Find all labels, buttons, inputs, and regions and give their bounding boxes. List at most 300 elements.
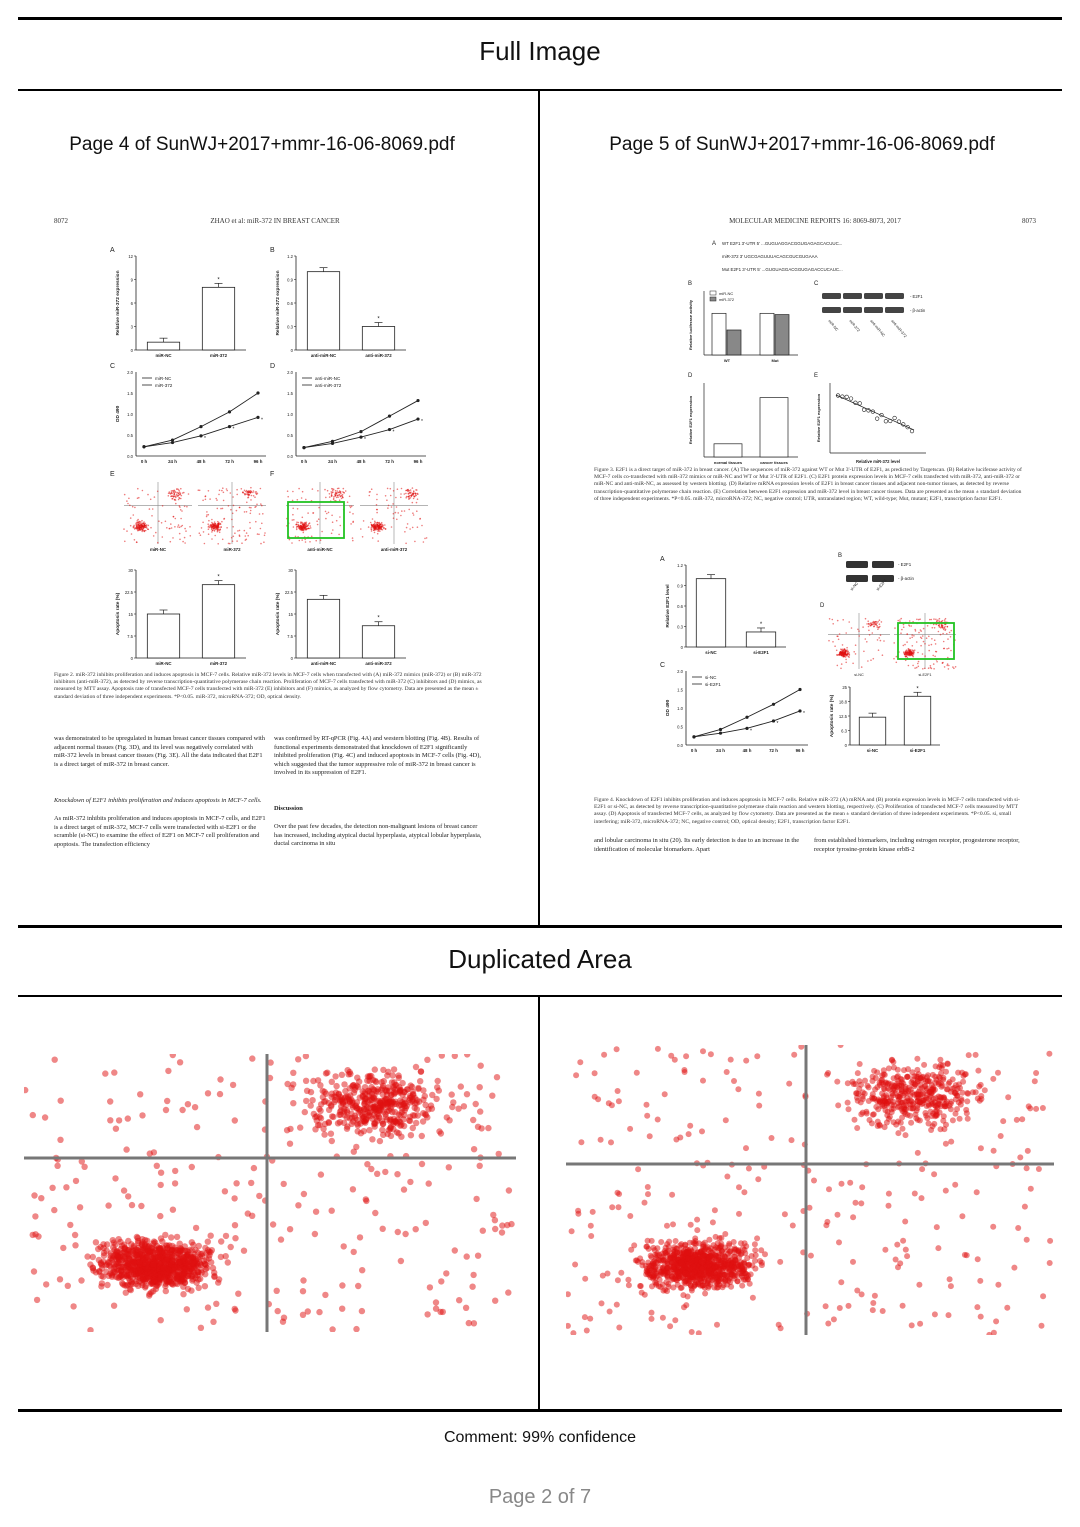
- event-dot: [649, 1310, 655, 1316]
- blot-band: [843, 307, 862, 313]
- event-dot: [287, 490, 289, 492]
- event-dot: [419, 1161, 425, 1167]
- event-dot: [178, 499, 180, 501]
- event-dot: [125, 1193, 131, 1199]
- event-dot: [339, 1095, 345, 1101]
- event-dot: [144, 526, 146, 528]
- event-dot: [352, 540, 354, 542]
- event-dot: [648, 1253, 654, 1259]
- event-dot: [352, 513, 354, 515]
- event-dot: [149, 508, 151, 510]
- comment-text: Comment: 99% confidence: [443, 1429, 637, 1446]
- event-dot: [836, 650, 838, 652]
- event-dot: [194, 1124, 200, 1130]
- event-dot: [374, 1171, 380, 1177]
- event-dot: [189, 1268, 195, 1274]
- event-dot: [825, 1321, 831, 1327]
- event-dot: [742, 1247, 748, 1253]
- event-dot: [925, 1072, 931, 1078]
- event-dot: [339, 516, 341, 518]
- event-dot: [405, 543, 407, 545]
- event-dot: [329, 1208, 335, 1214]
- event-dot: [716, 1253, 722, 1259]
- event-dot: [942, 633, 944, 635]
- event-dot: [247, 535, 249, 537]
- event-dot: [932, 1102, 938, 1108]
- panel-letter: A: [712, 241, 717, 247]
- event-dot: [318, 1171, 324, 1177]
- event-dot: [292, 514, 294, 516]
- event-dot: [250, 490, 252, 492]
- event-dot: [870, 1300, 876, 1306]
- legend-swatch: [710, 291, 716, 295]
- event-dot: [683, 1053, 689, 1059]
- event-dot: [138, 497, 140, 499]
- event-dot: [1032, 1078, 1038, 1084]
- event-dot: [168, 1278, 174, 1284]
- event-dot: [380, 524, 382, 526]
- event-dot: [463, 1305, 469, 1311]
- event-dot: [473, 1196, 479, 1202]
- event-dot: [685, 1275, 691, 1281]
- event-dot: [735, 1261, 741, 1267]
- event-dot: [100, 1245, 106, 1251]
- event-dot: [863, 651, 865, 653]
- band-label: - β-actin: [898, 576, 914, 581]
- event-dot: [254, 506, 256, 508]
- event-dot: [101, 1252, 107, 1258]
- event-dot: [246, 532, 248, 534]
- event-dot: [141, 526, 143, 528]
- event-dot: [34, 1297, 40, 1303]
- event-dot: [837, 665, 839, 667]
- event-dot: [909, 653, 911, 655]
- event-dot: [838, 1279, 844, 1285]
- event-dot: [204, 1265, 210, 1271]
- event-dot: [199, 532, 201, 534]
- event-dot: [203, 1250, 209, 1256]
- event-dot: [948, 1283, 954, 1289]
- duplicated-area-heading: Duplicated Area: [448, 944, 632, 974]
- event-dot: [175, 497, 177, 499]
- duplicated-divider: [538, 997, 540, 1410]
- event-dot: [256, 504, 258, 506]
- event-dot: [228, 543, 230, 545]
- event-dot: [339, 1306, 345, 1312]
- event-dot: [371, 530, 373, 532]
- event-dot: [635, 1166, 641, 1172]
- y-tick-label: 0.0: [677, 743, 683, 748]
- event-dot: [174, 490, 176, 492]
- bar: [904, 696, 930, 745]
- event-dot: [412, 527, 414, 529]
- event-dot: [107, 1117, 113, 1123]
- bar: [760, 398, 788, 457]
- event-dot: [378, 1107, 384, 1113]
- event-dot: [883, 1092, 889, 1098]
- event-dot: [688, 1256, 694, 1262]
- y-tick-label: 0.5: [127, 433, 133, 438]
- event-dot: [904, 1090, 910, 1096]
- event-dot: [894, 627, 896, 629]
- event-dot: [728, 1057, 734, 1063]
- event-dot: [769, 1135, 775, 1141]
- event-dot: [292, 519, 294, 521]
- event-dot: [171, 492, 173, 494]
- event-dot: [179, 1107, 185, 1113]
- event-dot: [893, 658, 895, 660]
- event-dot: [60, 1245, 66, 1251]
- event-dot: [339, 499, 341, 501]
- event-dot: [372, 1078, 378, 1084]
- event-dot: [142, 529, 144, 531]
- event-dot: [196, 1243, 202, 1249]
- blot-band: [864, 307, 883, 313]
- event-dot: [858, 635, 860, 637]
- event-dot: [918, 666, 920, 668]
- event-dot: [249, 522, 251, 524]
- event-dot: [464, 1091, 470, 1097]
- significance-star: *: [364, 437, 366, 444]
- event-dot: [188, 493, 190, 495]
- event-dot: [235, 1291, 241, 1297]
- event-dot: [396, 506, 398, 508]
- event-dot: [916, 1282, 922, 1288]
- event-dot: [177, 1059, 183, 1065]
- event-dot: [1033, 1070, 1039, 1076]
- event-dot: [309, 522, 311, 524]
- event-dot: [73, 1178, 79, 1184]
- event-dot: [270, 1221, 276, 1227]
- page-5-col2: from established biomarkers, including estrogen receptor, progesterone receptor, receptor tyrosine-protein kinase erbB-2: [814, 837, 1020, 853]
- event-dot: [404, 531, 406, 533]
- event-dot: [688, 1222, 694, 1228]
- event-dot: [840, 648, 842, 650]
- event-dot: [990, 1076, 996, 1082]
- event-dot: [918, 632, 920, 634]
- band-label: - β-actin: [910, 308, 926, 313]
- top-rule: [18, 17, 1062, 20]
- event-dot: [665, 1265, 671, 1271]
- event-dot: [391, 526, 393, 528]
- event-dot: [180, 526, 182, 528]
- event-dot: [917, 652, 919, 654]
- event-dot: [391, 1066, 397, 1072]
- event-dot: [469, 1284, 475, 1290]
- event-dot: [1033, 1106, 1039, 1112]
- event-dot: [937, 619, 939, 621]
- significance-star: *: [759, 621, 763, 628]
- fig2-panel-e: [110, 471, 266, 552]
- event-dot: [251, 1165, 257, 1171]
- event-dot: [865, 618, 867, 620]
- y-axis-label: Relative miR-372 expression: [276, 270, 281, 336]
- event-dot: [880, 640, 882, 642]
- event-dot: [390, 1119, 396, 1125]
- event-dot: [931, 1121, 937, 1127]
- event-dot: [217, 1091, 223, 1097]
- event-dot: [846, 647, 848, 649]
- event-dot: [393, 517, 395, 519]
- event-dot: [93, 1239, 99, 1245]
- event-dot: [275, 1308, 281, 1314]
- event-dot: [423, 541, 425, 543]
- event-dot: [578, 1139, 584, 1145]
- event-dot: [296, 526, 298, 528]
- event-dot: [664, 1223, 670, 1229]
- significance-star: *: [217, 277, 220, 284]
- event-dot: [157, 542, 159, 544]
- figures-3-4: [580, 235, 1050, 795]
- fig3-panel-c-blot: [814, 281, 926, 338]
- event-dot: [832, 641, 834, 643]
- event-dot: [221, 521, 223, 523]
- event-dot: [32, 1213, 38, 1219]
- x-tick-label: si-E2F1: [753, 650, 769, 655]
- event-dot: [342, 497, 344, 499]
- event-dot: [1014, 1117, 1020, 1123]
- event-dot: [599, 1300, 605, 1306]
- event-dot: [170, 541, 172, 543]
- event-dot: [886, 1203, 892, 1209]
- lane-label: si-NC: [848, 580, 860, 592]
- event-dot: [882, 654, 884, 656]
- event-dot: [377, 522, 379, 524]
- event-dot: [303, 1098, 309, 1104]
- event-dot: [100, 1274, 106, 1280]
- event-dot: [241, 1248, 247, 1254]
- event-dot: [215, 525, 217, 527]
- x-tick-label: 72 h: [769, 748, 778, 753]
- event-dot: [303, 1078, 309, 1084]
- series-line: [694, 711, 800, 737]
- event-dot: [316, 520, 318, 522]
- event-dot: [299, 540, 301, 542]
- event-dot: [932, 1311, 938, 1317]
- event-dot: [416, 510, 418, 512]
- event-dot: [634, 1070, 640, 1076]
- event-dot: [232, 513, 234, 515]
- event-dot: [347, 501, 349, 503]
- event-dot: [982, 1087, 988, 1093]
- event-dot: [700, 1078, 706, 1084]
- event-dot: [919, 1166, 925, 1172]
- event-dot: [409, 495, 411, 497]
- event-dot: [211, 1269, 217, 1275]
- event-dot: [823, 1303, 829, 1309]
- event-dot: [143, 1283, 149, 1289]
- event-dot: [249, 1213, 255, 1219]
- event-dot: [842, 656, 844, 658]
- event-dot: [944, 666, 946, 668]
- event-dot: [429, 1106, 435, 1112]
- event-dot: [756, 1103, 762, 1109]
- event-dot: [295, 1056, 301, 1062]
- event-dot: [224, 518, 226, 520]
- event-dot: [913, 635, 915, 637]
- event-dot: [244, 490, 246, 492]
- bottom-rule: [18, 1409, 1062, 1412]
- event-dot: [407, 523, 409, 525]
- event-dot: [361, 1128, 367, 1134]
- event-dot: [911, 625, 913, 627]
- event-dot: [158, 1317, 164, 1323]
- panel-letter: A: [660, 556, 665, 563]
- y-axis-label: OD 490: [666, 699, 671, 717]
- event-dot: [138, 1203, 144, 1209]
- x-tick-label: miR-372: [209, 353, 228, 358]
- y-tick-label: 0: [130, 348, 133, 353]
- event-dot: [185, 530, 187, 532]
- event-dot: [874, 1069, 880, 1075]
- duplicated-crop-right: [566, 1045, 1054, 1335]
- event-dot: [150, 499, 152, 501]
- x-tick-label: 24 h: [168, 459, 177, 464]
- event-dot: [388, 1097, 394, 1103]
- plot-label: si-E2F1: [918, 673, 932, 677]
- event-dot: [230, 492, 232, 494]
- event-dot: [72, 1242, 78, 1248]
- event-dot: [672, 1251, 678, 1257]
- event-dot: [708, 1051, 714, 1057]
- figure-3-caption: Figure 3. E2F1 is a direct target of miR-372 in breast cancer. (A) The sequences of miR-372 against WT or Mut 3'-UTR of E2F1, as predicted by Targetscan. (B) Relative luciferase activity of MCF-7 cells co-transfected with miR-372 mimics or miR-NC and WT or Mut 3'-UTR of E2F1. (C) E2F1 protein expression levels in MCF-7 cells transfected with miR-372, anti-miR-372 or miR-NC and anti-miR-NC, as assessed by western blotting. (D) Relative mRNA expression levels of E2F1 in breast cancer tissues and adjacent non-tumor tissues, as detected by reverse transcription-quantitative polymerase chain reaction. (E) Correlation between E2F1 expression and miR-372 level in breast cancer tissues. Data are presented as the mean ± standard deviation of three independent experiments. *P<0.05. miR-372, microRNA-372; NC, negative control; UTR, untranslated region; WT, wild-type; Mut, mutant; E2F1, transcription factor E2F1.: [594, 467, 1022, 502]
- event-dot: [350, 507, 352, 509]
- event-dot: [150, 1249, 156, 1255]
- fig3-panel-d: [688, 373, 798, 465]
- event-dot: [180, 493, 182, 495]
- event-dot: [376, 499, 378, 501]
- event-dot: [947, 663, 949, 665]
- event-dot: [133, 514, 135, 516]
- event-dot: [393, 513, 395, 515]
- event-dot: [209, 527, 211, 529]
- series-point: [388, 415, 391, 418]
- scatter-point: [862, 408, 866, 412]
- event-dot: [111, 1069, 117, 1075]
- event-dot: [274, 1288, 280, 1294]
- y-axis-label: Apoptosis rate (%): [276, 592, 281, 636]
- panel-letter: B: [838, 553, 843, 559]
- y-tick-label: 30: [128, 568, 133, 573]
- event-dot: [129, 1202, 135, 1208]
- event-dot: [205, 1090, 211, 1096]
- event-dot: [287, 496, 289, 498]
- blot-band: [872, 561, 894, 568]
- event-dot: [658, 1239, 664, 1245]
- event-dot: [1040, 1293, 1046, 1299]
- event-dot: [340, 492, 342, 494]
- event-dot: [323, 1070, 329, 1076]
- event-dot: [139, 1239, 145, 1245]
- event-dot: [907, 1102, 913, 1108]
- event-dot: [870, 659, 872, 661]
- event-dot: [964, 1098, 970, 1104]
- y-tick-label: 0: [844, 743, 847, 748]
- page-4-col2-heading: Discussion: [274, 805, 303, 812]
- event-dot: [395, 1072, 401, 1078]
- event-dot: [875, 1106, 881, 1112]
- event-dot: [711, 1285, 717, 1291]
- event-dot: [923, 628, 925, 630]
- significance-star: *: [377, 316, 380, 323]
- event-dot: [329, 493, 331, 495]
- event-dot: [920, 630, 922, 632]
- fig2-panel-f: [270, 471, 428, 552]
- event-dot: [743, 1058, 749, 1064]
- event-dot: [256, 491, 258, 493]
- event-dot: [181, 495, 183, 497]
- figure-2: [40, 240, 510, 710]
- blot-band: [822, 307, 841, 313]
- event-dot: [326, 1119, 332, 1125]
- event-dot: [218, 1238, 224, 1244]
- event-dot: [139, 528, 141, 530]
- event-dot: [965, 1116, 971, 1122]
- event-dot: [475, 1253, 481, 1259]
- event-dot: [443, 1270, 449, 1276]
- lane-label: anti-miR-372: [890, 319, 908, 339]
- event-dot: [214, 521, 216, 523]
- event-dot: [662, 1248, 668, 1254]
- event-dot: [912, 1191, 918, 1197]
- event-dot: [386, 1127, 392, 1133]
- event-dot: [951, 1085, 957, 1091]
- event-dot: [995, 1282, 1001, 1288]
- event-dot: [743, 1145, 749, 1151]
- event-dot: [210, 526, 212, 528]
- event-dot: [883, 1107, 889, 1113]
- bar: [362, 626, 394, 658]
- event-dot: [297, 499, 299, 501]
- event-dot: [317, 1082, 323, 1088]
- series-point: [256, 391, 259, 394]
- series-point: [331, 442, 334, 445]
- event-dot: [920, 1077, 926, 1083]
- event-dot: [162, 1232, 168, 1238]
- event-dot: [123, 1283, 129, 1289]
- event-dot: [905, 652, 907, 654]
- event-dot: [679, 1254, 685, 1260]
- event-dot: [374, 532, 376, 534]
- event-dot: [903, 645, 905, 647]
- event-dot: [215, 528, 217, 530]
- event-dot: [171, 527, 173, 529]
- event-dot: [184, 1306, 190, 1312]
- x-tick-label: 24 h: [328, 459, 337, 464]
- event-dot: [1004, 1305, 1010, 1311]
- event-dot: [107, 1098, 113, 1104]
- event-dot: [104, 1282, 110, 1288]
- event-dot: [295, 1202, 301, 1208]
- x-tick-label: WT: [723, 358, 731, 363]
- event-dot: [150, 1261, 156, 1267]
- event-dot: [301, 497, 303, 499]
- event-dot: [919, 618, 921, 620]
- event-dot: [291, 542, 293, 544]
- event-dot: [943, 1141, 949, 1147]
- y-tick-label: 0.3: [677, 624, 683, 630]
- event-dot: [359, 1093, 365, 1099]
- bar: [307, 272, 339, 350]
- blot-band: [846, 575, 868, 582]
- event-dot: [582, 1314, 588, 1320]
- event-dot: [947, 1276, 953, 1282]
- event-dot: [222, 1188, 228, 1194]
- bar: [147, 614, 179, 658]
- event-dot: [435, 1078, 441, 1084]
- event-dot: [903, 1132, 909, 1138]
- event-dot: [320, 539, 322, 541]
